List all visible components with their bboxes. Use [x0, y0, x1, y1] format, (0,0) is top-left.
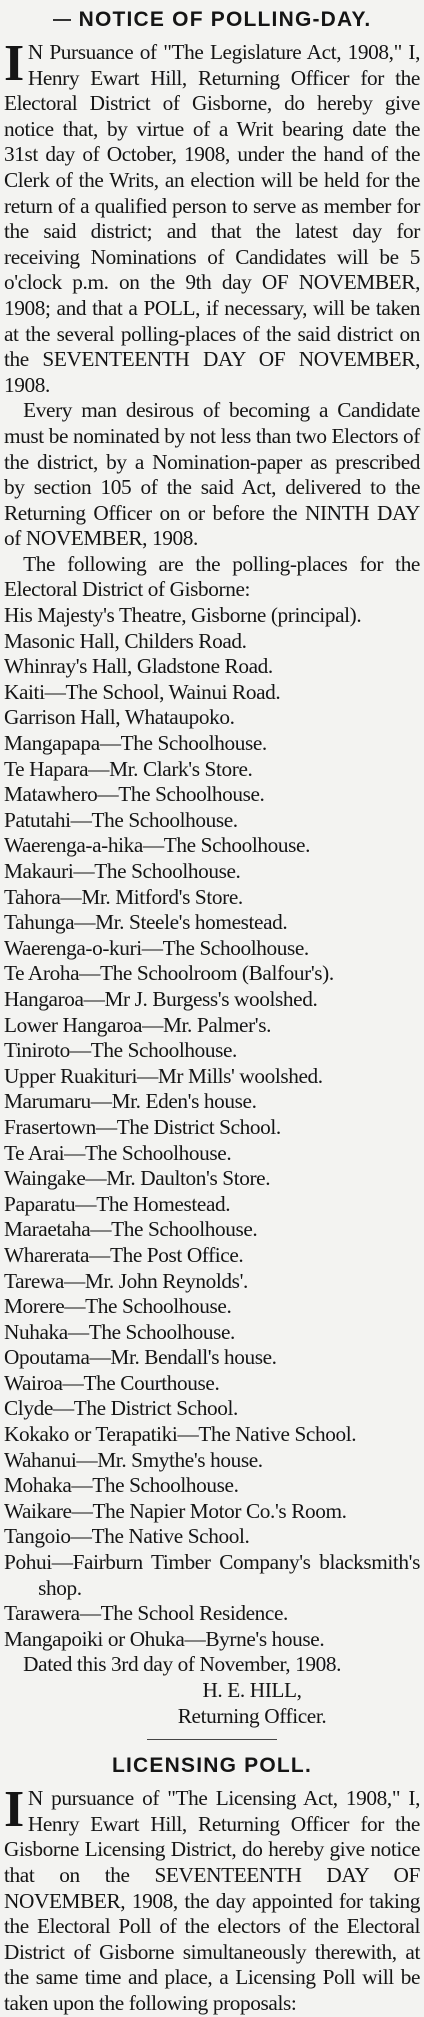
polling-place-item: Matawhero—The Schoolhouse. [4, 782, 265, 807]
polling-place-item: Te Aroha—The Schoolroom (Balfour's). [4, 961, 334, 986]
polling-place-list [4, 603, 420, 1652]
polling-place-item: Masonic Hall, Childers Road. [4, 628, 247, 653]
notice-paragraph-1 [4, 35, 420, 398]
dated-line: Dated this 3rd day of November, 1908. [23, 1652, 342, 1677]
polling-place-item: Mangapoiki or Ohuka—Byrne's house. [4, 1626, 325, 1651]
polling-place-item: Tarewa—Mr. John Reynolds'. [4, 1268, 248, 1293]
polling-place-item: Waingake—Mr. Daulton's Store. [4, 1166, 271, 1191]
polling-place-item: Paparatu—The Homestead. [4, 1191, 231, 1216]
licensing-paragraph-1-text: N pursuance of "The Licensing Act, 1908," I, Henry Ewart Hill, Returning Officer for the Gisborne Licensing District, do hereby give notice that on the SEVENTEENTH DAY OF NOVEMBER, 1908, the day appointed for taking the Electoral Poll of the electors of the Electoral District of Gisborne simultaneously therewith, at the same time and place, a Licensing Poll will be taken upon the following proposals: [4, 1786, 420, 2015]
polling-place-item: Hangaroa—Mr J. Burgess's woolshed. [4, 986, 318, 1011]
polling-place-item: Frasertown—The District School. [4, 1114, 281, 1139]
polling-place-item: Clyde—The District School. [4, 1396, 238, 1421]
polling-place-item: Tangoio—The Native School. [4, 1524, 250, 1549]
polling-place-item: Patutahi—The Schoolhouse. [4, 807, 238, 832]
polling-place-item: Tarawera—The School Residence. [4, 1601, 288, 1626]
polling-place-item: Opoutama—Mr. Bendall's house. [4, 1345, 277, 1370]
polling-place-item: Te Arai—The Schoolhouse. [4, 1140, 232, 1165]
dropcap: I [4, 35, 24, 92]
notice-paragraph-2: Every man desirous of becoming a Candidate must be nominated by not less than two Electors of the district, by a Nomination-paper as prescribed by section 105 of the said Act, delivered to the Returning Officer on or before the NINTH DAY of NOVEMBER, 1908. [4, 398, 420, 551]
polling-place-item: Tahunga—Mr. Steele's homestead. [4, 910, 288, 935]
polling-place-item: Kokako or Terapatiki—The Native School. [4, 1422, 357, 1447]
licensing-heading: LICENSING POLL. [111, 1754, 312, 1778]
polling-place-item: Wharerata—The Post Office. [4, 1242, 244, 1267]
polling-place-item: Makauri—The Schoolhouse. [4, 859, 241, 883]
polling-place-item: His Majesty's Theatre, Gisborne (principal). [4, 603, 362, 628]
polling-place-item: Maraetaha—The Schoolhouse. [4, 1217, 258, 1242]
polling-place-item: Mangapapa—The Schoolhouse. [4, 731, 267, 756]
polling-place-item: Marumaru—Mr. Eden's house. [4, 1089, 257, 1114]
polling-place-item: Waikare—The Napier Motor Co.'s Room. [4, 1498, 347, 1523]
polling-place-item: Nuhaka—The Schoolhouse. [4, 1319, 235, 1344]
licensing-paragraph-1 [4, 1781, 420, 2016]
polling-place-item: Waerenga-a-hika—The Schoolhouse. [4, 833, 310, 858]
polling-place-item: Pohui—Fairburn Timber Company's blacksmith's shop. [4, 1550, 420, 1600]
heading-dash [53, 19, 71, 21]
polling-place-item: Wairoa—The Courthouse. [4, 1370, 220, 1395]
section-divider [147, 1739, 277, 1740]
dropcap: I [4, 1781, 24, 1839]
notice-heading-text: NOTICE OF POLLING-DAY. [78, 8, 372, 31]
polling-place-item: Lower Hangaroa—Mr. Palmer's. [4, 1012, 272, 1037]
signature-name: H. E. HILL, [202, 1678, 302, 1702]
polling-place-item: Kaiti—The School, Wainui Road. [4, 679, 281, 704]
polling-place-item: Morere—The Schoolhouse. [4, 1294, 232, 1319]
polling-place-item: Mohaka—The Schoolhouse. [4, 1473, 239, 1498]
polling-place-item: Te Hapara—Mr. Clark's Store. [4, 756, 253, 781]
polling-place-item: Whinray's Hall, Gladstone Road. [4, 654, 273, 679]
signature-title: Returning Officer. [177, 1703, 327, 1728]
notice-heading [10, 8, 414, 32]
polling-place-item: Wahanui—Mr. Smythe's house. [4, 1447, 263, 1472]
polling-place-item: Waerenga-o-kuri—The Schoolhouse. [4, 935, 309, 960]
notice-paragraph-1-text: N Pursuance of "The Legislature Act, 1908," I, Henry Ewart Hill, Returning Officer for the Electoral District of Gisborne, do hereby give notice that, by virtue of a Writ bearing date the 31st day of October, 1908, under the hand of the Clerk of the Writs, an election will be held for the return of a qualified person to serve as member for the said district; and that the latest day for receiving Nominations of Candidates will be 5 o'clock p.m. on the 9th day OF NOVEMBER, 1908; and that a POLL, if necessary, will be taken at the several polling-places of the said district on the SEVENTEENTH DAY OF NOVEMBER, 1908. [4, 40, 420, 397]
notice-paragraph-3: The following are the polling-places for the Electoral District of Gisborne: [4, 551, 420, 602]
polling-place-item: Tahora—Mr. Mitford's Store. [4, 884, 243, 909]
polling-place-item: Upper Ruakituri—Mr Mills' woolshed. [4, 1063, 323, 1088]
polling-place-item: Garrison Hall, Whataupoko. [4, 705, 235, 730]
polling-place-item: Tiniroto—The Schoolhouse. [4, 1038, 237, 1063]
